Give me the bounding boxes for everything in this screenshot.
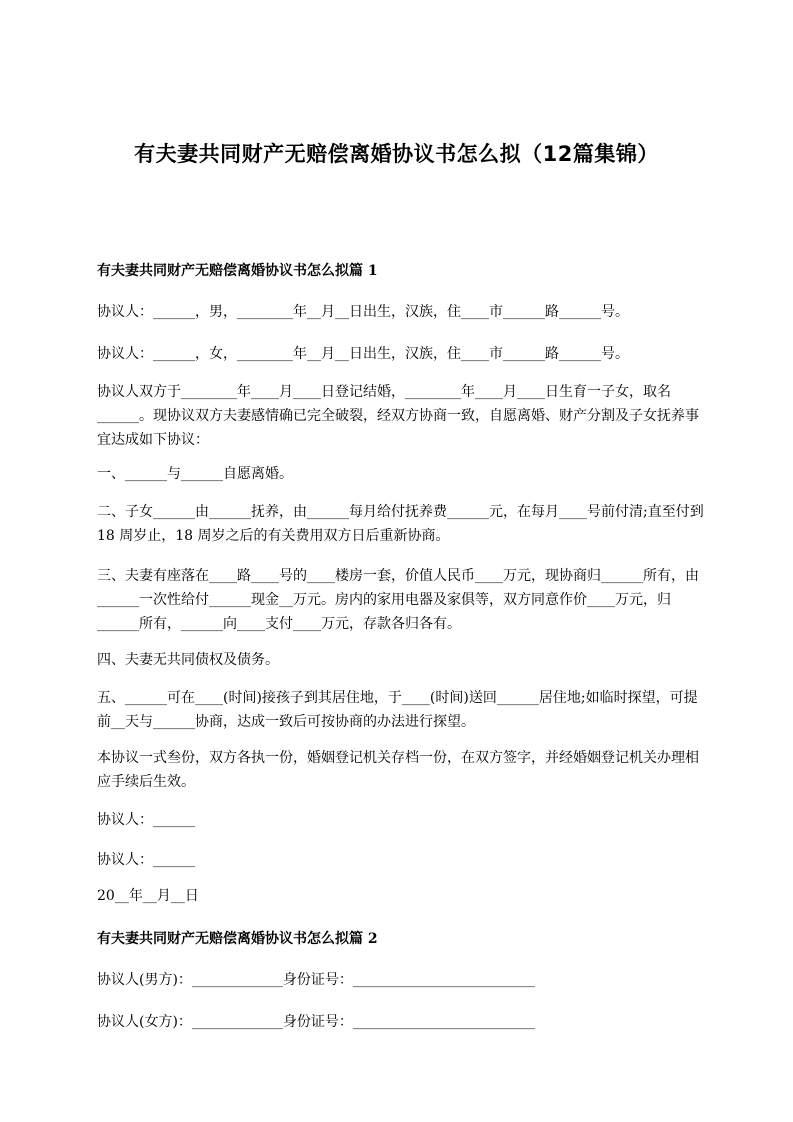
paragraph: 协议人(男方)：_____________身份证号：__________________________ [97, 972, 535, 988]
paragraph: 三、夫妻有座落在____路____号的____楼房一套，价值人民币____万元，现协商归______所有，由______一次性给付______现金__万元。房内的家用电器及家俱等，双方同意作价____万元，归______所有，______向____支付____万元，存款各归各有。 [97, 568, 699, 632]
paragraph: 协议人(女方)：_____________身份证号：__________________________ [97, 1014, 535, 1030]
section-heading-2: 有夫妻共同财产无赔偿离婚协议书怎么拟篇 2 [97, 931, 378, 947]
section-heading-1: 有夫妻共同财产无赔偿离婚协议书怎么拟篇 1 [97, 263, 378, 279]
signature-line: 协议人：______ [97, 852, 195, 868]
paragraph: 五、______可在____(时间)接孩子到其居住地，于____(时间)送回______居住地;如临时探望，可提前__天与______协商，达成一致后可按协商的办法进行探望。 [97, 690, 698, 730]
signature-line: 协议人：______ [97, 812, 195, 828]
paragraph: 协议人：______，男，________年__月__日出生，汉族，住____市______路______号。 [97, 304, 629, 320]
paragraph: 协议人：______，女，________年__月__日出生，汉族，住____市______路______号。 [97, 346, 629, 362]
paragraph: 本协议一式叁份，双方各执一份，婚姻登记机关存档一份，在双方签字，并经婚姻登记机关办理相应手续后生效。 [97, 750, 699, 790]
paragraph: 二、子女______由______抚养，由______每月给付抚养费______元，在每月____号前付清;直至付到 18 周岁止，18 周岁之后的有关费用双方日后重新协商。 [97, 504, 704, 544]
paragraph: 一、______与______自愿离婚。 [97, 466, 293, 482]
paragraph: 四、夫妻无共同债权及债务。 [97, 652, 279, 668]
paragraph: 协议人双方于________年____月____日登记结婚，________年____月____日生育一子女，取名______。现协议双方夫妻感情确已完全破裂，经双方协商一致，自愿离婚、财产分割及子女抚养事宜达成如下协议： [97, 384, 699, 448]
document-title: 有夫妻共同财产无赔偿离婚协议书怎么拟（12篇集锦） [134, 142, 659, 166]
date-line: 20__年__月__日 [97, 888, 199, 904]
